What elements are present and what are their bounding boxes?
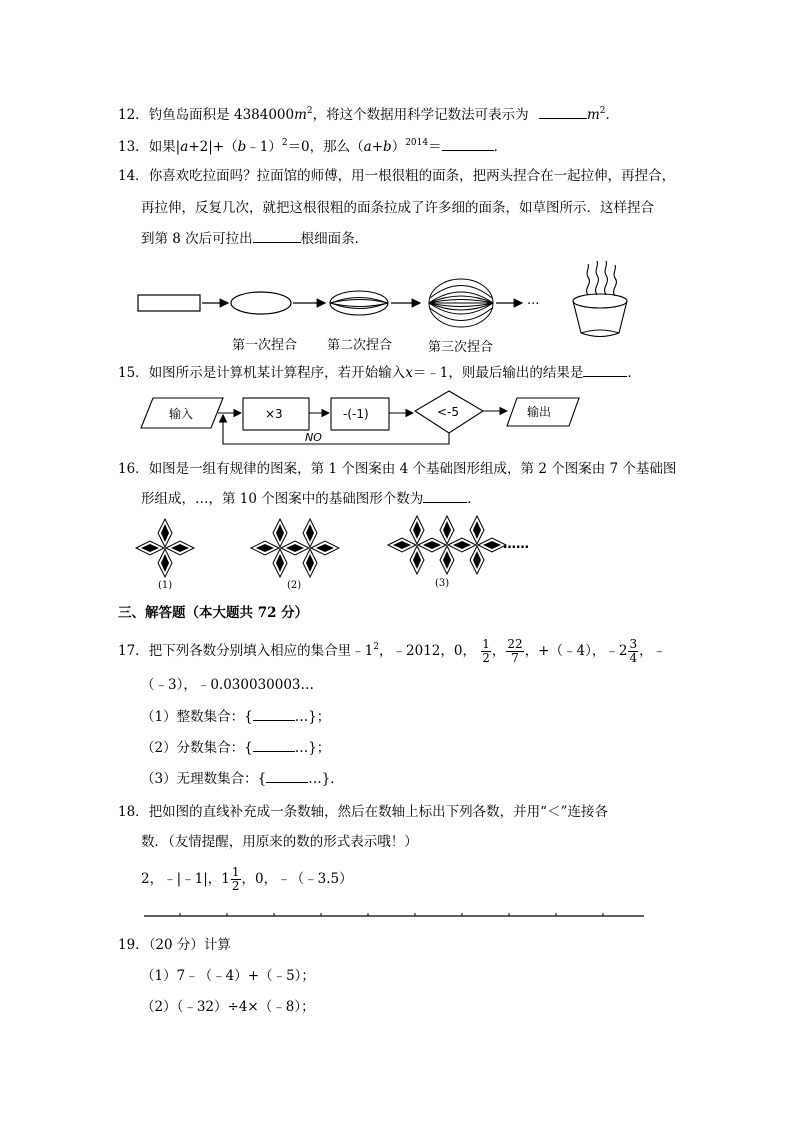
question-12: 12．钓鱼岛面积是 $4384000m^2$，将这个数据用科学记数法可表示为 $m^2$． — [118, 106, 619, 123]
question-18-line-2: 数．（友情提醒，用原来的数的形式表示哦！） — [141, 834, 418, 850]
question-14-line-1: 14．你喜欢吃拉面吗？拉面馆的师傅，用一根很粗的面条，把两头捏合在一起拉伸，再捏合， — [118, 168, 676, 184]
flowchart — [135, 388, 585, 448]
integer-set-line: （1）整数集合：{ …}； — [141, 709, 331, 725]
question-19-part-1: （1）7﹣（﹣4）+（﹣5）； — [141, 968, 315, 984]
question-16-line-1: 16．如图是一组有规律的图案，第 1 个图案由 4 个基础图形组成，第 2 个图案由 7 个基础图 — [118, 461, 677, 477]
fraction-set-line: （2）分数集合：{ …}； — [141, 740, 331, 756]
caption-second-pinch: 第二次捏合 — [327, 338, 393, 353]
noodle-ellipse-2 — [330, 291, 388, 315]
question-17-line-2: （﹣3），﹣0.030030003… — [141, 677, 315, 693]
irrational-set-line: （3）无理数集合：{ …}． — [141, 771, 344, 787]
svg-text:<-5: <-5 — [437, 405, 460, 419]
fraction-1-2: $\frac{1}{2}$ — [231, 865, 240, 893]
fraction-1-2: $\frac{1}{2}$ — [482, 637, 490, 665]
answer-blank[interactable] — [423, 489, 467, 503]
pattern-1-label: (1) — [158, 580, 173, 591]
number-line[interactable] — [140, 908, 650, 922]
fraction-22-7: $\frac{22}{7}$ — [507, 637, 523, 665]
noodle-ellipse-3 — [429, 279, 493, 327]
thick-noodle-rect — [138, 295, 200, 311]
answer-blank[interactable] — [253, 229, 301, 243]
noodle-ellipse-1 — [231, 292, 291, 314]
question-14-line-2: 再拉伸，反复几次，就把这根很粗的面条拉成了许多细的面条，如草图所示．这样捏合 — [141, 200, 654, 216]
noodle-bowl-icon — [573, 261, 627, 337]
diamond-patterns — [135, 512, 555, 592]
question-19-part-2: （2）（﹣32）÷4×（﹣8）； — [141, 999, 315, 1015]
fraction-3-4: $\frac{3}{4}$ — [629, 637, 638, 665]
svg-text:输入: 输入 — [169, 407, 194, 421]
pattern-2-label: (2) — [287, 580, 302, 591]
pattern-1 — [136, 519, 194, 577]
question-16-line-2: 形组成，…，第 10 个图案中的基础图形个数为 ． — [141, 491, 481, 507]
caption-third-pinch: 第三次捏合 — [428, 340, 494, 355]
question-18-line-1: 18．把如图的直线补充成一条数轴，然后在数轴上标出下列各数，并用“＜”连接各 — [118, 804, 608, 820]
question-13: 13．如果|a+2|+（b﹣1）$^2$＝0，那么$(a+b)^{2014}=$ ． — [118, 138, 508, 155]
svg-text:···: ··· — [527, 297, 540, 312]
svg-text:……: …… — [503, 537, 529, 552]
pattern-3-label: (3) — [435, 578, 450, 589]
numbers-to-plot: 2，﹣|﹣1|，1 $\frac{1}{2}$ ，0，﹣（﹣3.5） — [141, 865, 353, 893]
question-19: 19．（20 分）计算 — [118, 937, 231, 953]
pattern-2 — [251, 519, 339, 577]
question-17-line-1: 17．把下列各数分别填入相应的集合里$﹣1^2$，﹣2012，0， $\frac{1}{2}$ ， $\frac{22}{7}$ ，+（﹣4），﹣2 $\frac{3}{4}$ ，﹣ — [118, 637, 667, 665]
section-3-title: 三、解答题（本大题共 72 分） — [118, 605, 309, 621]
answer-blank[interactable] — [539, 105, 587, 119]
integer-set-blank[interactable] — [253, 707, 295, 721]
caption-first-pinch: 第一次捏合 — [232, 338, 298, 353]
svg-text:-(-1): -(-1) — [343, 407, 369, 421]
answer-blank[interactable] — [583, 363, 627, 377]
fraction-set-blank[interactable] — [253, 738, 295, 752]
question-15: 15．如图所示是计算机某计算程序，若开始输入x＝﹣1，则最后输出的结果是 ． — [118, 365, 641, 381]
pattern-3 — [388, 516, 506, 574]
svg-text:×3: ×3 — [265, 407, 283, 421]
question-14-line-3: 到第 8 次后可拉出 根细面条． — [141, 231, 369, 247]
svg-text:NO: NO — [305, 431, 322, 444]
answer-blank[interactable] — [442, 137, 494, 151]
svg-text:输出: 输出 — [527, 405, 552, 419]
irrational-set-blank[interactable] — [266, 769, 308, 783]
